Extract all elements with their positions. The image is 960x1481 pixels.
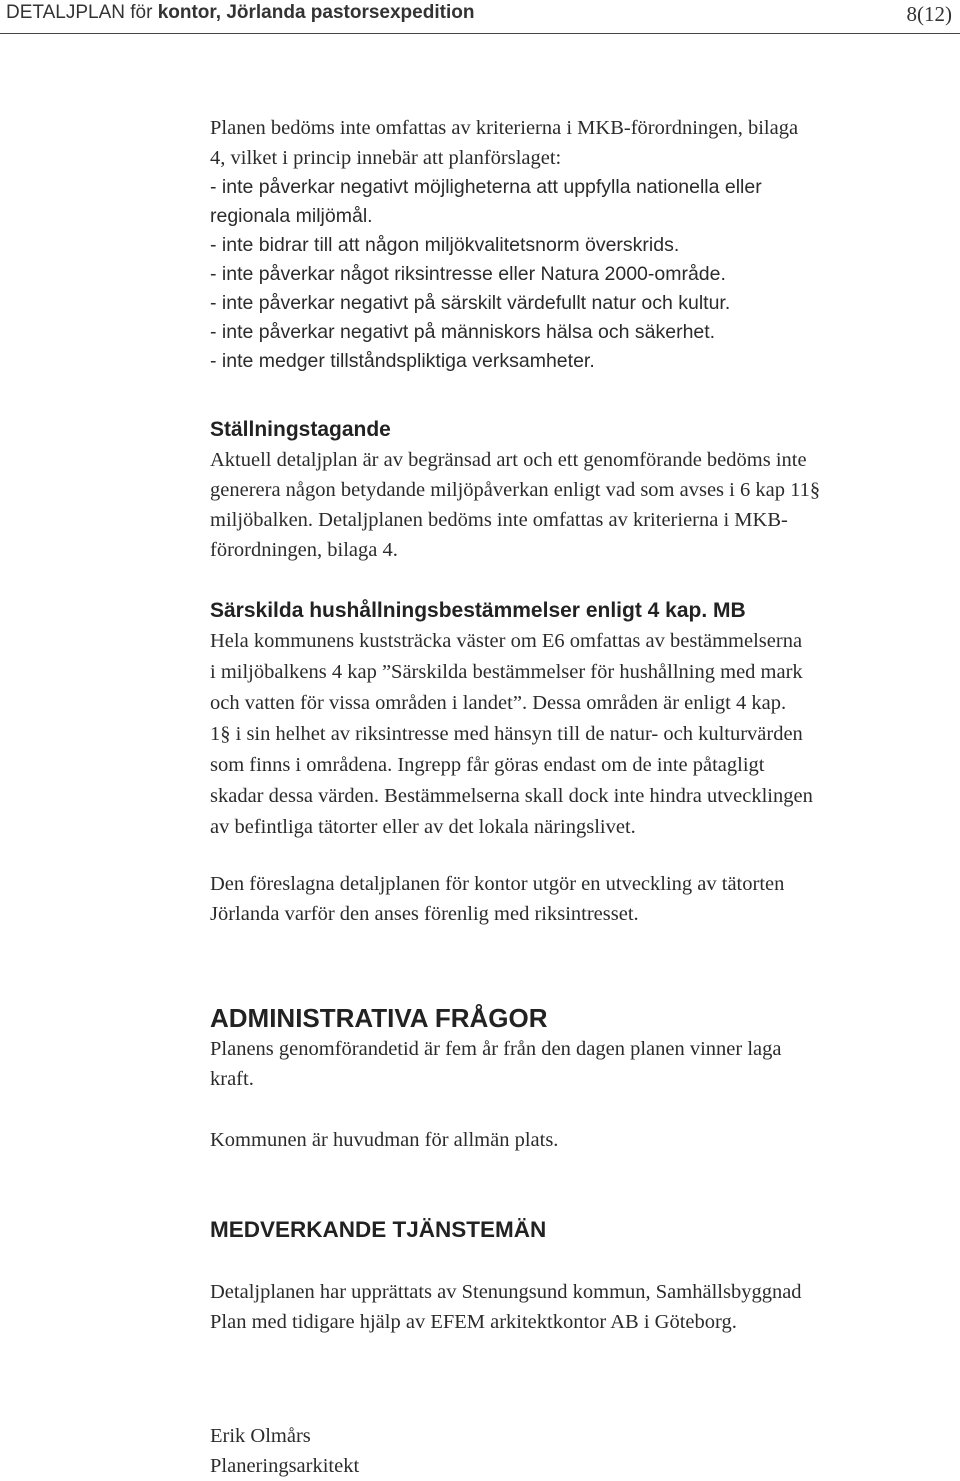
- administrativa-section: [210, 1002, 782, 1094]
- text-line: Den föreslagna detaljplanen för kontor utgör en utveckling av tätorten: [210, 873, 785, 895]
- medverkande-section: [210, 1215, 546, 1245]
- text-line: regionala miljömål.: [210, 205, 373, 227]
- text-line: Aktuell detaljplan är av begränsad art och ett genomförande bedöms inte: [210, 449, 807, 471]
- header-divider: [0, 33, 960, 34]
- section-heading: Ställningstagande: [210, 418, 391, 441]
- text-line: - inte påverkar negativt möjligheterna att uppfylla nationella eller: [210, 176, 762, 198]
- text-line: kraft.: [210, 1068, 254, 1090]
- section-heading: Särskilda hushållningsbestämmelser enligt 4 kap. MB: [210, 599, 746, 622]
- text-line: Kommunen är huvudman för allmän plats.: [210, 1129, 559, 1151]
- header-title: [6, 2, 474, 24]
- text-line: skadar dessa värden. Bestämmelserna skall dock inte hindra utvecklingen: [210, 785, 813, 807]
- text-line: Plan med tidigare hjälp av EFEM arkitektkontor AB i Göteborg.: [210, 1311, 737, 1333]
- header-plan-name: kontor, Jörlanda pastorsexpedition: [157, 2, 475, 23]
- header-prefix: DETALJPLAN för: [6, 2, 153, 23]
- text-line: av befintliga tätorter eller av det lokala näringslivet.: [210, 816, 636, 838]
- text-line: Hela kommunens kuststräcka väster om E6 omfattas av bestämmelserna: [210, 630, 803, 652]
- signature-name: Erik Olmårs: [210, 1425, 311, 1447]
- hushallning-section: [210, 596, 813, 843]
- huvudman-paragraph: [210, 1125, 558, 1155]
- signature-block: [210, 1421, 359, 1481]
- text-line: Planens genomförandetid är fem år från den dagen planen vinner laga: [210, 1038, 782, 1060]
- text-line: Jörlanda varför den anses förenlig med riksintresset.: [210, 903, 639, 925]
- text-line: - inte påverkar något riksintresse eller Natura 2000-område.: [210, 263, 726, 285]
- signature-title: Planeringsarkitekt: [210, 1455, 360, 1477]
- text-line: i miljöbalkens 4 kap ”Särskilda bestämmelser för hushållning med mark: [210, 661, 803, 683]
- section-heading: ADMINISTRATIVA FRÅGOR: [210, 1003, 548, 1033]
- medverkande-paragraph: [210, 1277, 802, 1337]
- text-line: Planen bedöms inte omfattas av kriterierna i MKB-förordningen, bilaga: [210, 117, 799, 139]
- text-line: förordningen, bilaga 4.: [210, 539, 398, 561]
- text-line: - inte medger tillståndspliktiga verksamheter.: [210, 350, 595, 372]
- text-line: - inte bidrar till att någon miljökvalitetsnorm överskrids.: [210, 234, 680, 256]
- text-line: 1§ i sin helhet av riksintresse med hänsyn till de natur- och kulturvärden: [210, 723, 803, 745]
- text-line: - inte påverkar negativt på särskilt värdefullt natur och kultur.: [210, 292, 731, 314]
- stallningstagande-section: [210, 415, 820, 565]
- text-line: miljöbalken. Detaljplanen bedöms inte omfattas av kriterierna i MKB-: [210, 509, 788, 531]
- text-line: och vatten för vissa områden i landet”. Dessa områden är enligt 4 kap.: [210, 692, 787, 714]
- page-number: 8(12): [906, 2, 952, 26]
- text-line: Detaljplanen har upprättats av Stenungsund kommun, Samhällsbyggnad: [210, 1281, 802, 1303]
- text-line: 4, vilket i princip innebär att planförslaget:: [210, 147, 562, 169]
- page-header: [0, 0, 960, 32]
- section-heading: MEDVERKANDE TJÄNSTEMÄN: [210, 1217, 547, 1242]
- mkb-intro-paragraph: [210, 113, 798, 376]
- text-line: generera någon betydande miljöpåverkan enligt vad som avses i 6 kap 11§: [210, 479, 821, 501]
- text-line: som finns i områdena. Ingrepp får göras endast om de inte påtagligt: [210, 754, 765, 776]
- riksintresse-conclusion: [210, 869, 784, 929]
- text-line: - inte påverkar negativt på människors hälsa och säkerhet.: [210, 321, 716, 343]
